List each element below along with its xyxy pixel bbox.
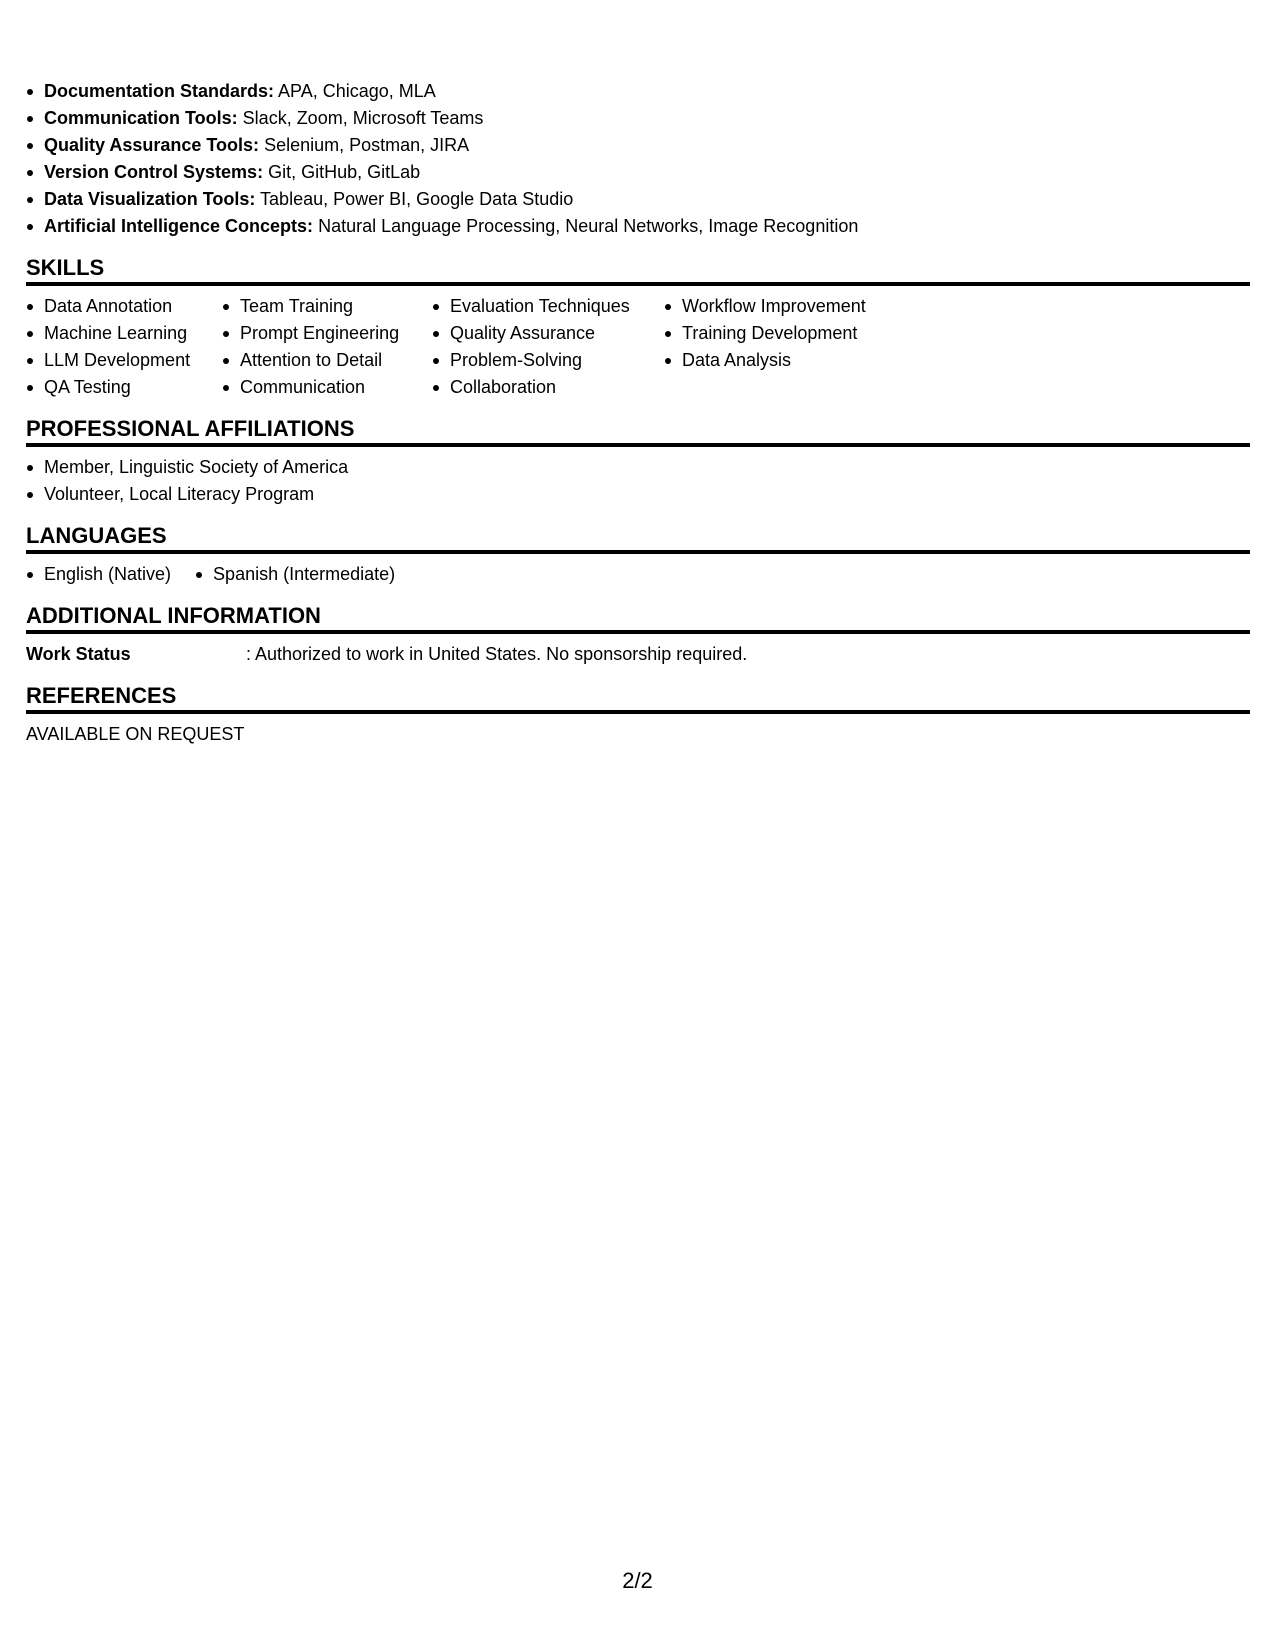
languages-heading: LANGUAGES <box>26 522 1250 554</box>
tools-item: Data Visualization Tools: Tableau, Power BI, Google Data Studio <box>26 186 1250 213</box>
skill-item: Data Analysis <box>664 347 924 374</box>
skill-item: Machine Learning <box>26 320 222 347</box>
tools-list <box>26 78 1250 240</box>
skill-item: Problem-Solving <box>432 347 664 374</box>
skill-item: Data Annotation <box>26 293 222 320</box>
work-status-value: : Authorized to work in United States. No sponsorship required. <box>246 644 748 664</box>
skills-column <box>664 293 924 401</box>
language-item: English (Native) <box>26 561 171 588</box>
affiliations-heading: PROFESSIONAL AFFILIATIONS <box>26 415 1250 447</box>
skills-column <box>432 293 664 401</box>
skill-item: Collaboration <box>432 374 664 401</box>
languages-list <box>26 561 419 588</box>
skills-grid <box>26 286 1250 401</box>
references-section <box>26 714 1250 748</box>
language-item: Spanish (Intermediate) <box>195 561 395 588</box>
additional-info-section <box>26 634 1250 668</box>
affiliations-list <box>26 454 1250 508</box>
skill-item: Quality Assurance <box>432 320 664 347</box>
skill-item: Workflow Improvement <box>664 293 924 320</box>
tools-item: Documentation Standards: APA, Chicago, MLA <box>26 78 1250 105</box>
work-status-label: Work Status <box>26 644 131 664</box>
tools-item: Artificial Intelligence Concepts: Natural Language Processing, Neural Networks, Image Recognition <box>26 213 1250 240</box>
skills-column <box>26 293 222 401</box>
tools-item: Version Control Systems: Git, GitHub, GitLab <box>26 159 1250 186</box>
affiliations-section <box>26 447 1250 508</box>
languages-section <box>26 554 1250 588</box>
resume-page <box>26 78 1250 748</box>
skill-item: Prompt Engineering <box>222 320 432 347</box>
skills-column <box>222 293 432 401</box>
additional-info-heading: ADDITIONAL INFORMATION <box>26 602 1250 634</box>
page-number: 2/2 <box>622 1568 653 1593</box>
skill-item: Training Development <box>664 320 924 347</box>
skill-item: Team Training <box>222 293 432 320</box>
skills-heading: SKILLS <box>26 254 1250 286</box>
tools-item: Quality Assurance Tools: Selenium, Postman, JIRA <box>26 132 1250 159</box>
skill-item: Attention to Detail <box>222 347 432 374</box>
tools-item: Communication Tools: Slack, Zoom, Microsoft Teams <box>26 105 1250 132</box>
skill-item: LLM Development <box>26 347 222 374</box>
work-status-row <box>26 641 1250 668</box>
skill-item: Evaluation Techniques <box>432 293 664 320</box>
references-heading: REFERENCES <box>26 682 1250 714</box>
references-text: AVAILABLE ON REQUEST <box>26 724 245 744</box>
skill-item: Communication <box>222 374 432 401</box>
affiliation-item: Member, Linguistic Society of America <box>26 454 1250 481</box>
affiliation-item: Volunteer, Local Literacy Program <box>26 481 1250 508</box>
skill-item: QA Testing <box>26 374 222 401</box>
